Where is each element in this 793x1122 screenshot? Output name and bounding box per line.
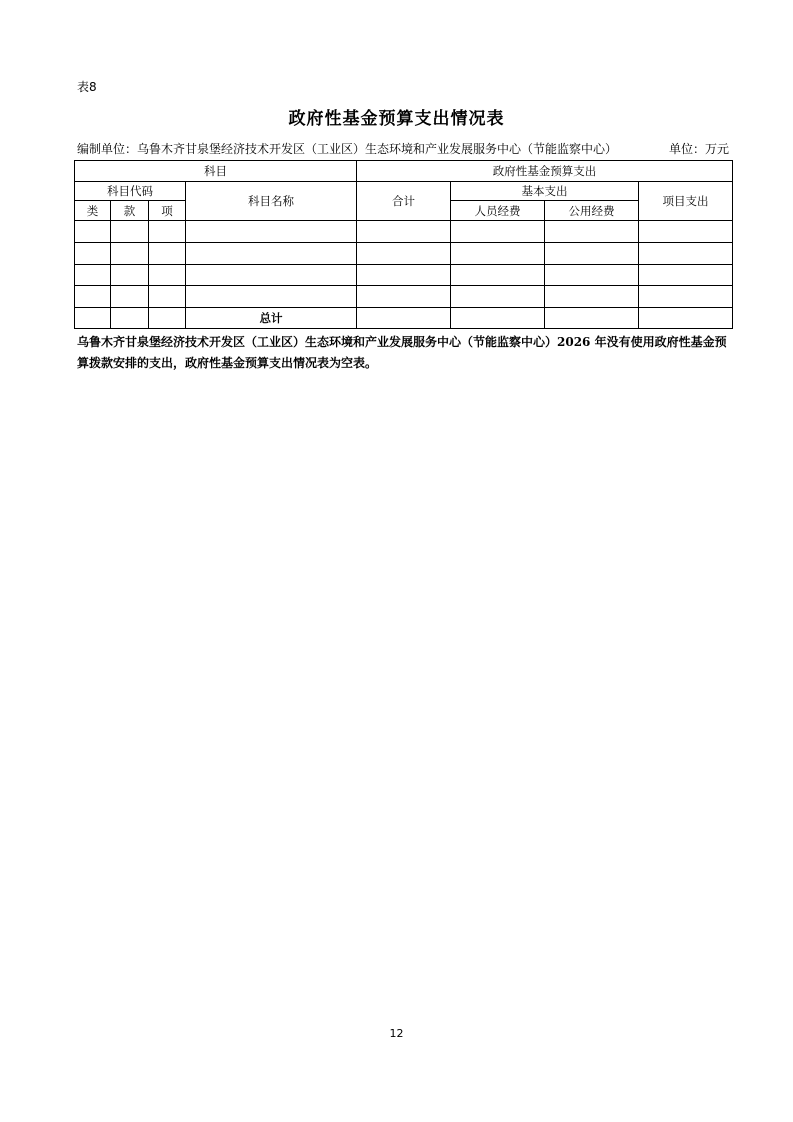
table-cell	[149, 308, 186, 329]
table-cell	[149, 243, 186, 265]
subject-group-header: 科目	[75, 161, 357, 182]
total-row-label: 总计	[186, 308, 357, 329]
document-title: 政府性基金预算支出情况表	[288, 109, 505, 129]
table-cell	[186, 286, 357, 308]
table-cell	[75, 221, 111, 243]
table-cell	[545, 265, 639, 286]
table-cell	[639, 286, 733, 308]
table-cell	[451, 243, 545, 265]
table-cell	[639, 308, 733, 329]
table-cell	[186, 243, 357, 265]
table-cell	[545, 243, 639, 265]
table-cell	[451, 308, 545, 329]
table-cell	[357, 265, 451, 286]
table-number: 表8	[77, 80, 97, 94]
table-row	[75, 265, 733, 286]
table-cell	[639, 243, 733, 265]
table-cell	[639, 265, 733, 286]
subject-code-header: 科目代码	[75, 182, 186, 201]
subject-name-header: 科目名称	[186, 182, 357, 221]
table-row	[75, 243, 733, 265]
meta-line	[77, 140, 733, 158]
table-row	[75, 286, 733, 308]
basic-expense-header: 基本支出	[451, 182, 639, 201]
table-cell	[357, 221, 451, 243]
table-cell	[75, 243, 111, 265]
table-cell	[451, 265, 545, 286]
table-cell	[357, 308, 451, 329]
table-cell	[186, 265, 357, 286]
header-row-1	[75, 161, 733, 182]
kuan-header: 款	[111, 201, 149, 221]
compiling-unit: 编制单位：乌鲁木齐甘泉堡经济技术开发区（工业区）生态环境和产业发展服务中心（节能监察中心）	[77, 142, 618, 156]
table-cell	[149, 221, 186, 243]
table-cell	[451, 221, 545, 243]
header-row-2	[75, 182, 733, 201]
table-cell	[111, 286, 149, 308]
table-cell	[639, 221, 733, 243]
table-cell	[186, 221, 357, 243]
table-cell	[545, 221, 639, 243]
personnel-header: 人员经费	[451, 201, 545, 221]
table-cell	[545, 286, 639, 308]
table-cell	[149, 265, 186, 286]
budget-group-header: 政府性基金预算支出	[357, 161, 733, 182]
lei-header: 类	[75, 201, 111, 221]
table-cell	[357, 286, 451, 308]
table-cell	[149, 286, 186, 308]
explanatory-note: 乌鲁木齐甘泉堡经济技术开发区（工业区）生态环境和产业发展服务中心（节能监察中心）2026 年没有使用政府性基金预算拨款安排的支出，政府性基金预算支出情况表为空表。	[77, 335, 727, 370]
table-cell	[75, 308, 111, 329]
total-row	[75, 308, 733, 329]
page-number: 12	[389, 1027, 404, 1040]
table-cell	[545, 308, 639, 329]
xiang-header: 项	[149, 201, 186, 221]
table-cell	[111, 243, 149, 265]
currency-unit: 单位：万元	[668, 142, 729, 156]
total-header: 合计	[357, 182, 451, 221]
table-cell	[111, 265, 149, 286]
budget-table	[74, 160, 733, 329]
table-cell	[111, 308, 149, 329]
table-cell	[75, 286, 111, 308]
table-cell	[111, 221, 149, 243]
public-header: 公用经费	[545, 201, 639, 221]
table-cell	[451, 286, 545, 308]
project-expense-header: 项目支出	[639, 182, 733, 221]
table-row	[75, 221, 733, 243]
table-cell	[75, 265, 111, 286]
table-cell	[357, 243, 451, 265]
